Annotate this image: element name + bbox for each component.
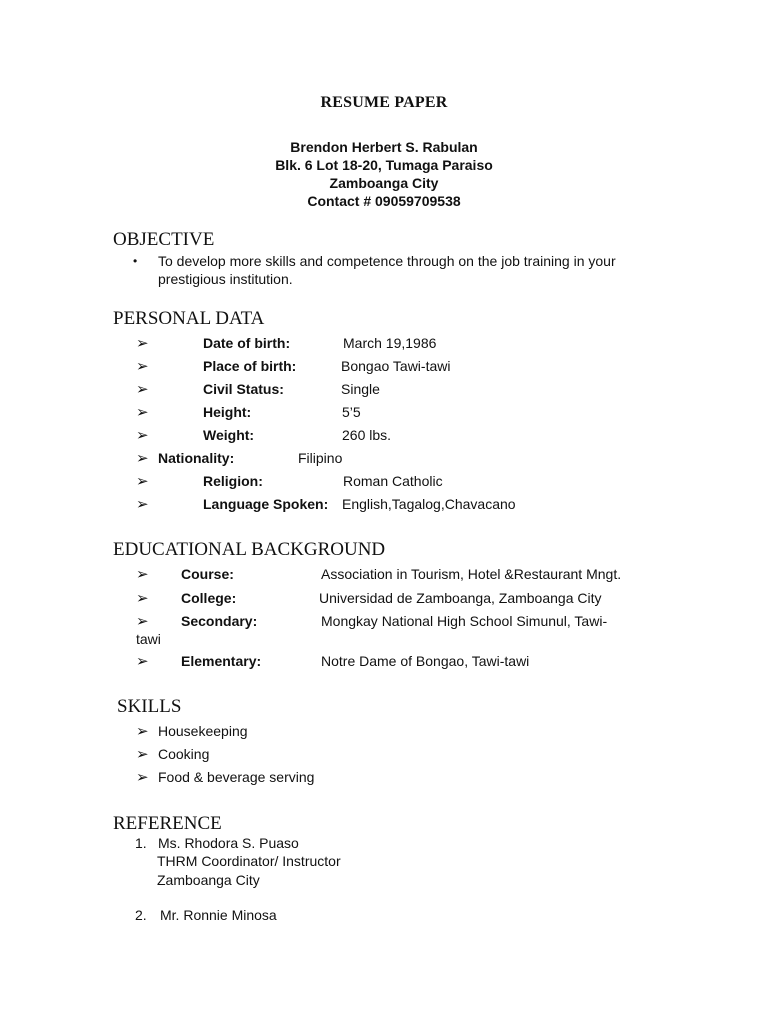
personal-value: 5’5 (342, 404, 361, 420)
address-line-2: Zamboanga City (329, 175, 439, 191)
education-label: College: (181, 590, 237, 606)
personal-label: Weight: (203, 427, 255, 443)
personal-value: March 19,1986 (343, 335, 437, 351)
arrow-bullet-icon: ➢ (136, 590, 149, 607)
arrow-bullet-icon: ➢ (136, 381, 149, 398)
objective-heading: OBJECTIVE (113, 229, 215, 250)
education-heading: EDUCATIONAL BACKGROUND (113, 539, 386, 560)
skill-item: Cooking (158, 746, 210, 762)
education-label: Secondary: (181, 613, 258, 629)
arrow-bullet-icon: ➢ (136, 427, 149, 444)
education-label: Elementary: (181, 653, 262, 669)
page-title: RESUME PAPER (320, 94, 448, 111)
personal-value: Single (341, 381, 380, 397)
education-value: Association in Tourism, Hotel &Restaurant Mngt. (321, 566, 622, 582)
arrow-bullet-icon: ➢ (136, 613, 149, 630)
personal-label: Place of birth: (203, 358, 297, 374)
bullet-icon: • (133, 254, 138, 268)
reference-name: Mr. Ronnie Minosa (160, 907, 277, 923)
arrow-bullet-icon: ➢ (136, 450, 149, 467)
arrow-bullet-icon: ➢ (136, 746, 149, 763)
arrow-bullet-icon: ➢ (136, 335, 149, 352)
reference-title: THRM Coordinator/ Instructor (157, 853, 341, 869)
arrow-bullet-icon: ➢ (136, 404, 149, 421)
personal-label: Civil Status: (203, 381, 284, 397)
education-value: Notre Dame of Bongao, Tawi-tawi (321, 653, 530, 669)
arrow-bullet-icon: ➢ (136, 358, 149, 375)
address-line-1: Blk. 6 Lot 18-20, Tumaga Paraiso (275, 157, 493, 173)
arrow-bullet-icon: ➢ (136, 769, 149, 786)
skill-item: Food & beverage serving (158, 769, 315, 785)
personal-label: Height: (203, 404, 252, 420)
applicant-name: Brendon Herbert S. Rabulan (290, 139, 478, 155)
personal-value: 260 lbs. (342, 427, 392, 443)
arrow-bullet-icon: ➢ (136, 653, 149, 670)
reference-number: 1. (135, 835, 147, 851)
education-value: Universidad de Zamboanga, Zamboanga City (319, 590, 602, 606)
reference-name: Ms. Rhodora S. Puaso (158, 835, 299, 851)
personal-value: English,Tagalog,Chavacano (342, 496, 516, 512)
personal-label: Religion: (203, 473, 263, 489)
personal-label: Nationality: (158, 450, 235, 466)
education-value-wrap: tawi (136, 631, 161, 647)
reference-number: 2. (135, 907, 147, 923)
arrow-bullet-icon: ➢ (136, 723, 149, 740)
arrow-bullet-icon: ➢ (136, 473, 149, 490)
personal-label: Language Spoken: (203, 496, 329, 512)
personal-value: Bongao Tawi-tawi (341, 358, 451, 374)
objective-line-1: To develop more skills and competence through on the job training in your (158, 253, 616, 269)
personal-label: Date of birth: (203, 335, 291, 351)
arrow-bullet-icon: ➢ (136, 496, 149, 513)
skill-item: Housekeeping (158, 723, 248, 739)
personal-value: Filipino (298, 450, 343, 466)
reference-heading: REFERENCE (113, 813, 222, 834)
education-label: Course: (181, 566, 234, 582)
reference-location: Zamboanga City (157, 872, 260, 888)
personal-value: Roman Catholic (343, 473, 443, 489)
education-value: Mongkay National High School Simunul, Tawi- (321, 613, 608, 629)
objective-line-2: prestigious institution. (158, 271, 293, 287)
contact-number: Contact # 09059709538 (307, 193, 461, 209)
arrow-bullet-icon: ➢ (136, 566, 149, 583)
skills-heading: SKILLS (117, 696, 182, 717)
personal-data-heading: PERSONAL DATA (113, 308, 265, 329)
